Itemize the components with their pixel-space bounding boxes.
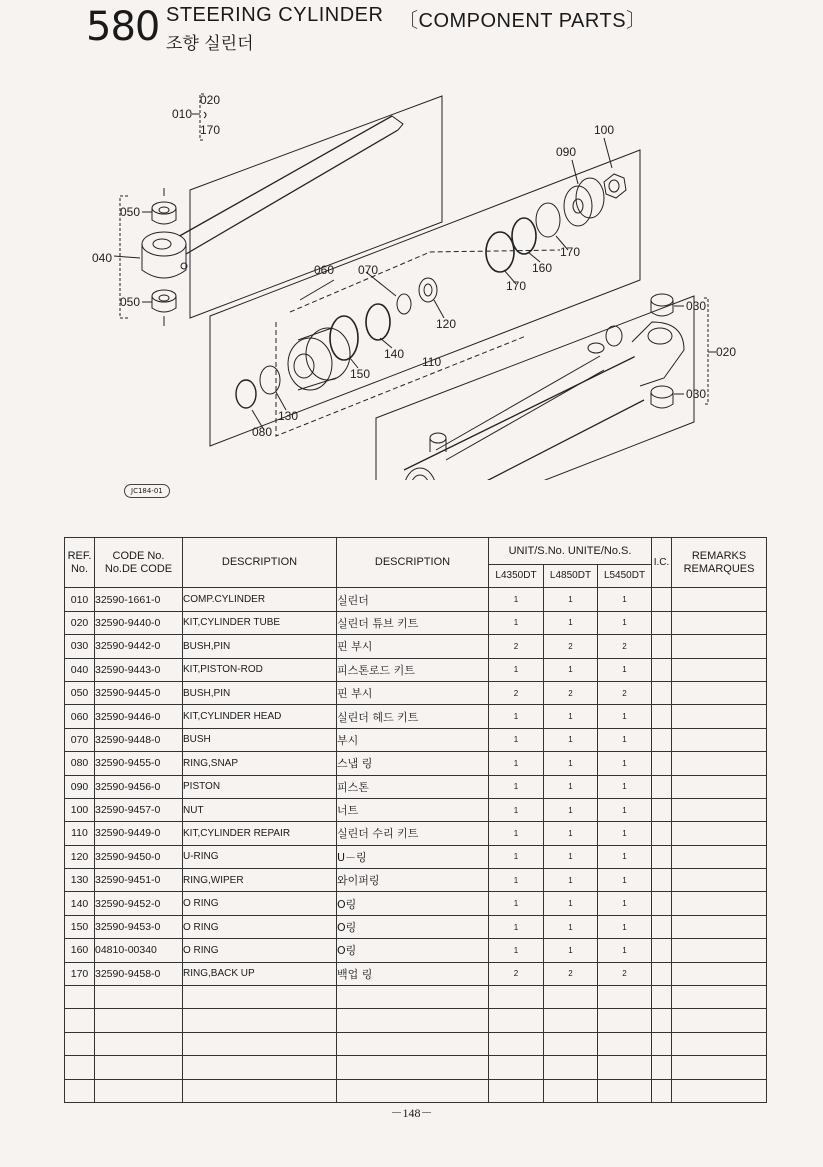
section-subtitle: 〔COMPONENT PARTS〕 [398, 10, 647, 32]
qty-l5450dt: 1 [598, 939, 652, 962]
illustration-code: JC184-01 [124, 484, 170, 498]
qty-l5450dt: 1 [598, 822, 652, 845]
ref-no [65, 1056, 95, 1079]
qty-l4850dt: 1 [544, 728, 598, 751]
description-en: O RING [183, 939, 337, 962]
o-ring-140 [366, 304, 390, 340]
header-unit: UNIT/S.No. UNITE/No.S. [489, 538, 652, 565]
header-model: L4350DT [489, 565, 544, 588]
description-en: BUSH [183, 728, 337, 751]
ref-no: 140 [65, 892, 95, 915]
remarks-cell [672, 892, 767, 915]
o-ring-160 [512, 218, 536, 254]
remarks-cell [672, 1009, 767, 1032]
section-number: 580 [86, 4, 160, 50]
qty-l4850dt: 1 [544, 611, 598, 634]
qty-l4850dt: 1 [544, 798, 598, 821]
bush-070 [397, 294, 411, 314]
qty-l4850dt: 1 [544, 822, 598, 845]
qty-l4350dt [489, 1056, 544, 1079]
callout-140: 140 [384, 347, 405, 361]
table-row [65, 869, 767, 892]
header-code-no: CODE No. No.DE CODE [95, 538, 183, 588]
header-model: L4850DT [544, 565, 598, 588]
callout-160: 160 [532, 261, 553, 275]
parts-table [64, 537, 767, 1103]
callout-080: 080 [252, 425, 273, 439]
table-row [65, 752, 767, 775]
remarks-cell [672, 986, 767, 1009]
callout-090: 090 [556, 145, 577, 159]
callout-110: 110 [422, 355, 442, 369]
description-en [183, 1056, 337, 1079]
code-no [95, 1056, 183, 1079]
ic-cell [652, 915, 672, 938]
qty-l4350dt: 2 [489, 635, 544, 658]
qty-l4850dt [544, 1079, 598, 1102]
qty-l4850dt [544, 1056, 598, 1079]
qty-l4850dt [544, 1009, 598, 1032]
description-ko: 스냅 링 [337, 752, 489, 775]
code-no [95, 1009, 183, 1032]
bush-050-top [152, 202, 176, 214]
table-header-row [65, 538, 767, 565]
remarks-cell [672, 611, 767, 634]
description-ko: 피스톤 [337, 775, 489, 798]
callout-170-mid: 170 [560, 245, 581, 259]
qty-l4350dt: 1 [489, 892, 544, 915]
qty-l4350dt [489, 1009, 544, 1032]
callout-070: 070 [358, 263, 379, 277]
ic-cell [652, 986, 672, 1009]
qty-l4350dt: 1 [489, 705, 544, 728]
qty-l4350dt [489, 1079, 544, 1102]
code-no: 04810-00340 [95, 939, 183, 962]
qty-l5450dt: 1 [598, 798, 652, 821]
description-en: KIT,CYLINDER REPAIR [183, 822, 337, 845]
tube-clevis [632, 322, 684, 386]
code-no: 32590-9453-0 [95, 915, 183, 938]
ic-cell [652, 611, 672, 634]
code-no: 32590-9455-0 [95, 752, 183, 775]
qty-l4850dt: 1 [544, 892, 598, 915]
bush-030-bottom [651, 386, 673, 398]
code-no: 32590-9443-0 [95, 658, 183, 681]
ic-cell [652, 1056, 672, 1079]
ref-no: 060 [65, 705, 95, 728]
qty-l5450dt: 1 [598, 658, 652, 681]
table-row [65, 1056, 767, 1079]
callout-100: 100 [594, 123, 615, 137]
callout-030-bottom: 030 [686, 387, 707, 401]
description-en: O RING [183, 915, 337, 938]
o-ring-150 [330, 316, 358, 360]
remarks-cell [672, 939, 767, 962]
description-ko: 백업 링 [337, 962, 489, 985]
qty-l4350dt: 1 [489, 752, 544, 775]
description-ko: 실린더 헤드 키트 [337, 705, 489, 728]
qty-l4350dt: 1 [489, 869, 544, 892]
callout-060: 060 [314, 263, 335, 277]
header-remarks: REMARKS REMARQUES [672, 538, 767, 588]
description-en [183, 1009, 337, 1032]
ic-cell [652, 845, 672, 868]
callout-050-top: 050 [120, 205, 141, 219]
code-no: 32590-9451-0 [95, 869, 183, 892]
header-description-en: DESCRIPTION [183, 538, 337, 588]
description-en: BUSH,PIN [183, 635, 337, 658]
ic-cell [652, 869, 672, 892]
callout-170-top: 170 [200, 123, 221, 137]
ic-cell [652, 728, 672, 751]
description-ko [337, 1079, 489, 1102]
description-en [183, 1032, 337, 1055]
qty-l5450dt: 1 [598, 705, 652, 728]
qty-l4850dt: 1 [544, 845, 598, 868]
table-row [65, 705, 767, 728]
table-row [65, 822, 767, 845]
ref-no: 040 [65, 658, 95, 681]
table-row [65, 681, 767, 704]
description-en: KIT,CYLINDER TUBE [183, 611, 337, 634]
code-no: 32590-9442-0 [95, 635, 183, 658]
table-row [65, 728, 767, 751]
ref-no: 080 [65, 752, 95, 775]
code-no: 32590-9458-0 [95, 962, 183, 985]
wiper-ring-130 [260, 366, 280, 394]
ic-cell [652, 1079, 672, 1102]
page-number: －148－ [390, 1106, 433, 1120]
description-en: BUSH,PIN [183, 681, 337, 704]
parts-table-body [65, 588, 767, 1103]
ref-no: 160 [65, 939, 95, 962]
callout-030-top: 030 [686, 299, 707, 313]
description-ko: 너트 [337, 798, 489, 821]
ref-no [65, 986, 95, 1009]
code-no: 32590-9452-0 [95, 892, 183, 915]
qty-l4350dt [489, 986, 544, 1009]
table-row [65, 986, 767, 1009]
code-no [95, 986, 183, 1009]
ref-no [65, 1032, 95, 1055]
code-no [95, 1079, 183, 1102]
bush-050-bottom [152, 290, 176, 302]
ref-no: 120 [65, 845, 95, 868]
ref-no: 070 [65, 728, 95, 751]
description-en: RING,SNAP [183, 752, 337, 775]
description-en: KIT,PISTON-ROD [183, 658, 337, 681]
piston [564, 186, 592, 226]
cylinder-tube [404, 354, 640, 470]
description-ko: O링 [337, 892, 489, 915]
description-ko: 피스톤로드 키트 [337, 658, 489, 681]
remarks-cell [672, 752, 767, 775]
table-row [65, 845, 767, 868]
qty-l5450dt: 1 [598, 845, 652, 868]
remarks-cell [672, 822, 767, 845]
remarks-cell [672, 1079, 767, 1102]
ic-cell [652, 962, 672, 985]
qty-l5450dt: 2 [598, 635, 652, 658]
ref-no: 110 [65, 822, 95, 845]
table-row [65, 1079, 767, 1102]
back-up-ring-170 [536, 203, 560, 237]
qty-l5450dt: 1 [598, 869, 652, 892]
section-title: STEERING CYLINDER [166, 4, 384, 26]
back-up-ring [486, 232, 514, 272]
description-en: U-RING [183, 845, 337, 868]
table-row [65, 588, 767, 611]
ic-cell [652, 798, 672, 821]
qty-l4850dt: 1 [544, 705, 598, 728]
qty-l4850dt: 2 [544, 681, 598, 704]
description-en: RING,WIPER [183, 869, 337, 892]
description-ko [337, 1056, 489, 1079]
ref-no: 010 [65, 588, 95, 611]
rod-eye [142, 232, 186, 256]
qty-l4350dt: 2 [489, 681, 544, 704]
ref-no [65, 1079, 95, 1102]
code-no: 32590-9440-0 [95, 611, 183, 634]
qty-l4350dt: 1 [489, 588, 544, 611]
qty-l4850dt: 2 [544, 962, 598, 985]
ic-cell [652, 939, 672, 962]
description-en: COMP.CYLINDER [183, 588, 337, 611]
description-en [183, 986, 337, 1009]
ic-cell [652, 1009, 672, 1032]
qty-l4850dt: 1 [544, 775, 598, 798]
code-no: 32590-9457-0 [95, 798, 183, 821]
description-ko: 핀 부시 [337, 681, 489, 704]
description-en: KIT,CYLINDER HEAD [183, 705, 337, 728]
qty-l5450dt: 2 [598, 681, 652, 704]
seal-frame [210, 150, 640, 446]
description-ko: 실린더 튜브 키트 [337, 611, 489, 634]
header-ref-no: REF. No. [65, 538, 95, 588]
callout-130: 130 [278, 409, 299, 423]
callout-050-bottom: 050 [120, 295, 141, 309]
table-row [65, 892, 767, 915]
qty-l4350dt: 1 [489, 775, 544, 798]
qty-l4350dt: 1 [489, 798, 544, 821]
qty-l4350dt: 1 [489, 915, 544, 938]
qty-l4850dt [544, 986, 598, 1009]
remarks-cell [672, 1056, 767, 1079]
table-row [65, 658, 767, 681]
qty-l5450dt: 1 [598, 892, 652, 915]
callout-040: 040 [92, 251, 113, 265]
description-ko: 실린더 수리 키트 [337, 822, 489, 845]
code-no: 32590-9446-0 [95, 705, 183, 728]
ic-cell [652, 658, 672, 681]
section-title-korean: 조향 실린더 [166, 34, 254, 54]
code-no: 32590-9450-0 [95, 845, 183, 868]
remarks-cell [672, 658, 767, 681]
qty-l5450dt: 1 [598, 611, 652, 634]
qty-l4350dt: 1 [489, 728, 544, 751]
ref-no: 130 [65, 869, 95, 892]
description-en [183, 1079, 337, 1102]
qty-l4350dt: 1 [489, 845, 544, 868]
description-ko: O링 [337, 939, 489, 962]
table-row [65, 611, 767, 634]
code-no: 32590-9449-0 [95, 822, 183, 845]
description-ko [337, 1009, 489, 1032]
remarks-cell [672, 1032, 767, 1055]
ic-cell [652, 1032, 672, 1055]
qty-l5450dt: 1 [598, 775, 652, 798]
qty-l4350dt: 1 [489, 939, 544, 962]
ref-no: 100 [65, 798, 95, 821]
ic-cell [652, 705, 672, 728]
table-row [65, 962, 767, 985]
ic-cell [652, 775, 672, 798]
u-ring-120 [419, 278, 437, 302]
qty-l4350dt: 2 [489, 962, 544, 985]
remarks-cell [672, 635, 767, 658]
remarks-cell [672, 681, 767, 704]
description-ko: 와이퍼링 [337, 869, 489, 892]
qty-l5450dt [598, 1056, 652, 1079]
header-description-ko: DESCRIPTION [337, 538, 489, 588]
qty-l5450dt [598, 1009, 652, 1032]
qty-l4850dt: 1 [544, 939, 598, 962]
remarks-cell [672, 775, 767, 798]
qty-l4850dt: 1 [544, 658, 598, 681]
ic-cell [652, 635, 672, 658]
remarks-cell [672, 869, 767, 892]
remarks-cell [672, 705, 767, 728]
qty-l5450dt [598, 1032, 652, 1055]
description-ko: U－링 [337, 845, 489, 868]
qty-l4850dt: 1 [544, 869, 598, 892]
table-row [65, 1032, 767, 1055]
tube-opening [404, 468, 436, 480]
table-row [65, 775, 767, 798]
remarks-cell [672, 962, 767, 985]
description-ko [337, 986, 489, 1009]
nut [604, 174, 626, 198]
description-en: RING,BACK UP [183, 962, 337, 985]
description-ko: O링 [337, 915, 489, 938]
ic-cell [652, 892, 672, 915]
code-no: 32590-1661-0 [95, 588, 183, 611]
table-row [65, 915, 767, 938]
ic-cell [652, 681, 672, 704]
bush-030-top [651, 294, 673, 306]
description-ko: 부시 [337, 728, 489, 751]
ic-cell [652, 752, 672, 775]
ic-cell [652, 588, 672, 611]
remarks-cell [672, 845, 767, 868]
qty-l4850dt: 1 [544, 752, 598, 775]
remarks-cell [672, 915, 767, 938]
callout-150: 150 [350, 367, 371, 381]
header-ic: I.C. [652, 538, 672, 588]
code-no: 32590-9445-0 [95, 681, 183, 704]
description-ko: 실린더 [337, 588, 489, 611]
description-en: NUT [183, 798, 337, 821]
ref-no: 090 [65, 775, 95, 798]
table-row [65, 939, 767, 962]
qty-l5450dt [598, 986, 652, 1009]
callout-020-right: 020 [716, 345, 737, 359]
remarks-cell [672, 588, 767, 611]
qty-l4850dt: 2 [544, 635, 598, 658]
ref-no: 020 [65, 611, 95, 634]
callout-020-top: 020 [200, 93, 221, 107]
code-no: 32590-9448-0 [95, 728, 183, 751]
qty-l4350dt: 1 [489, 822, 544, 845]
description-ko: 핀 부시 [337, 635, 489, 658]
qty-l5450dt: 1 [598, 752, 652, 775]
description-ko [337, 1032, 489, 1055]
rod-frame [190, 96, 442, 318]
remarks-cell [672, 798, 767, 821]
remarks-cell [672, 728, 767, 751]
qty-l5450dt: 1 [598, 915, 652, 938]
tube-frame [376, 296, 694, 480]
table-row [65, 635, 767, 658]
ref-no: 170 [65, 962, 95, 985]
snap-ring-080 [236, 380, 256, 408]
callout-170-low: 170 [506, 279, 527, 293]
description-en: PISTON [183, 775, 337, 798]
qty-l5450dt: 1 [598, 728, 652, 751]
callout-120: 120 [436, 317, 457, 331]
callout-010: 010 [172, 107, 193, 121]
qty-l4850dt [544, 1032, 598, 1055]
table-row [65, 1009, 767, 1032]
code-no: 32590-9456-0 [95, 775, 183, 798]
header-model: L5450DT [598, 565, 652, 588]
qty-l5450dt: 1 [598, 588, 652, 611]
qty-l4350dt: 1 [489, 658, 544, 681]
exploded-parts-diagram [0, 60, 823, 480]
ref-no [65, 1009, 95, 1032]
qty-l5450dt [598, 1079, 652, 1102]
description-en: O RING [183, 892, 337, 915]
qty-l5450dt: 2 [598, 962, 652, 985]
ic-cell [652, 822, 672, 845]
ref-no: 050 [65, 681, 95, 704]
ref-no: 150 [65, 915, 95, 938]
qty-l4850dt: 1 [544, 915, 598, 938]
qty-l4850dt: 1 [544, 588, 598, 611]
qty-l4350dt: 1 [489, 611, 544, 634]
table-row [65, 798, 767, 821]
ref-no: 030 [65, 635, 95, 658]
qty-l4350dt [489, 1032, 544, 1055]
code-no [95, 1032, 183, 1055]
